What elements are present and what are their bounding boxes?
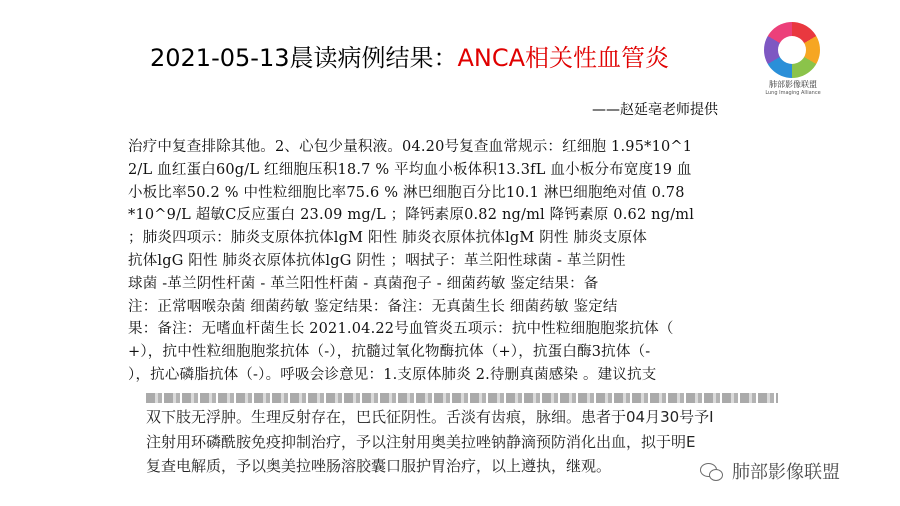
watermark xyxy=(700,456,840,486)
text-line: 注：正常咽喉杂菌 细菌药敏 鉴定结果：备注：无真菌生长 细菌药敏 鉴定结 xyxy=(128,298,618,315)
text-line: 球菌 -革兰阴性杆菌 - 革兰阳性杆菌 - 真菌孢子 - 细菌药敏 鉴定结果：备 xyxy=(128,275,599,292)
slide-title xyxy=(150,40,669,76)
scan-cut-edge xyxy=(146,393,778,403)
title-highlight: ANCA相关性血管炎 xyxy=(457,44,670,72)
text-line: 2/L 血红蛋白60g/L 红细胞压积18.7 % 平均血小板体积13.3fL 血小板分布宽度19 血 xyxy=(128,161,692,178)
case-report-continuation xyxy=(146,393,778,483)
text-line: 双下肢无浮肿。生理反射存在，巴氏征阴性。舌淡有齿痕，脉细。患者于04月30号予I xyxy=(146,408,714,426)
alliance-logo xyxy=(760,22,826,98)
watermark-text: 肺部影像联盟 xyxy=(732,462,840,483)
text-line: 抗体lgG 阳性 肺炎衣原体抗体lgG 阴性 ；咽拭子：革兰阳性球菌 - 革兰阴性 xyxy=(128,252,626,269)
logo-caption-sub: Lung Imaging Alliance xyxy=(765,90,821,96)
text-line: 治疗中复查排除其他。2、心包少量积液。04.20号复查血常规示：红细胞 1.95*10^1 xyxy=(128,139,693,155)
text-line: 果：备注：无嗜血杆菌生长 2021.04.22号血管炎五项示：抗中性粒细胞胞浆抗体（ xyxy=(128,321,674,338)
text-line: 注射用环磷酰胺免疫抑制治疗，予以注射用奥美拉唑钠静滴预防消化出血，拟于明E xyxy=(146,432,696,451)
title-prefix: 2021-05-13晨读病例结果： xyxy=(150,44,458,72)
text-line: +），抗中性粒细胞胞浆抗体（-），抗髓过氧化物酶抗体（+），抗蛋白酶3抗体（- xyxy=(128,344,651,361)
text-line: 小板比率50.2 % 中性粒细胞比率75.6 % 淋巴细胞百分比10.1 淋巴细胞绝对值 0.78 xyxy=(128,184,685,201)
text-line: ；肺炎四项示：肺炎支原体抗体lgM 阳性 肺炎衣原体抗体lgM 阴性 肺炎支原体 xyxy=(128,230,647,247)
wechat-icon xyxy=(700,461,724,481)
logo-caption: 肺部影像联盟 xyxy=(769,80,817,89)
text-line: 复查电解质，予以奥美拉唑肠溶胶囊口服护胃治疗，以上遵执，继观。 xyxy=(146,457,612,475)
case-report-text xyxy=(128,136,778,387)
text-line: ），抗心磷脂抗体（-）。呼吸会诊意见：1.支原体肺炎 2.待删真菌感染 。建议抗支 xyxy=(128,366,657,383)
credit-line: ——赵延亳老师提供 xyxy=(592,102,718,118)
text-line: *10^9/L 超敏C反应蛋白 23.09 mg/L ；降钙素原0.82 ng/ml 降钙素原 0.62 ng/ml xyxy=(128,207,695,224)
